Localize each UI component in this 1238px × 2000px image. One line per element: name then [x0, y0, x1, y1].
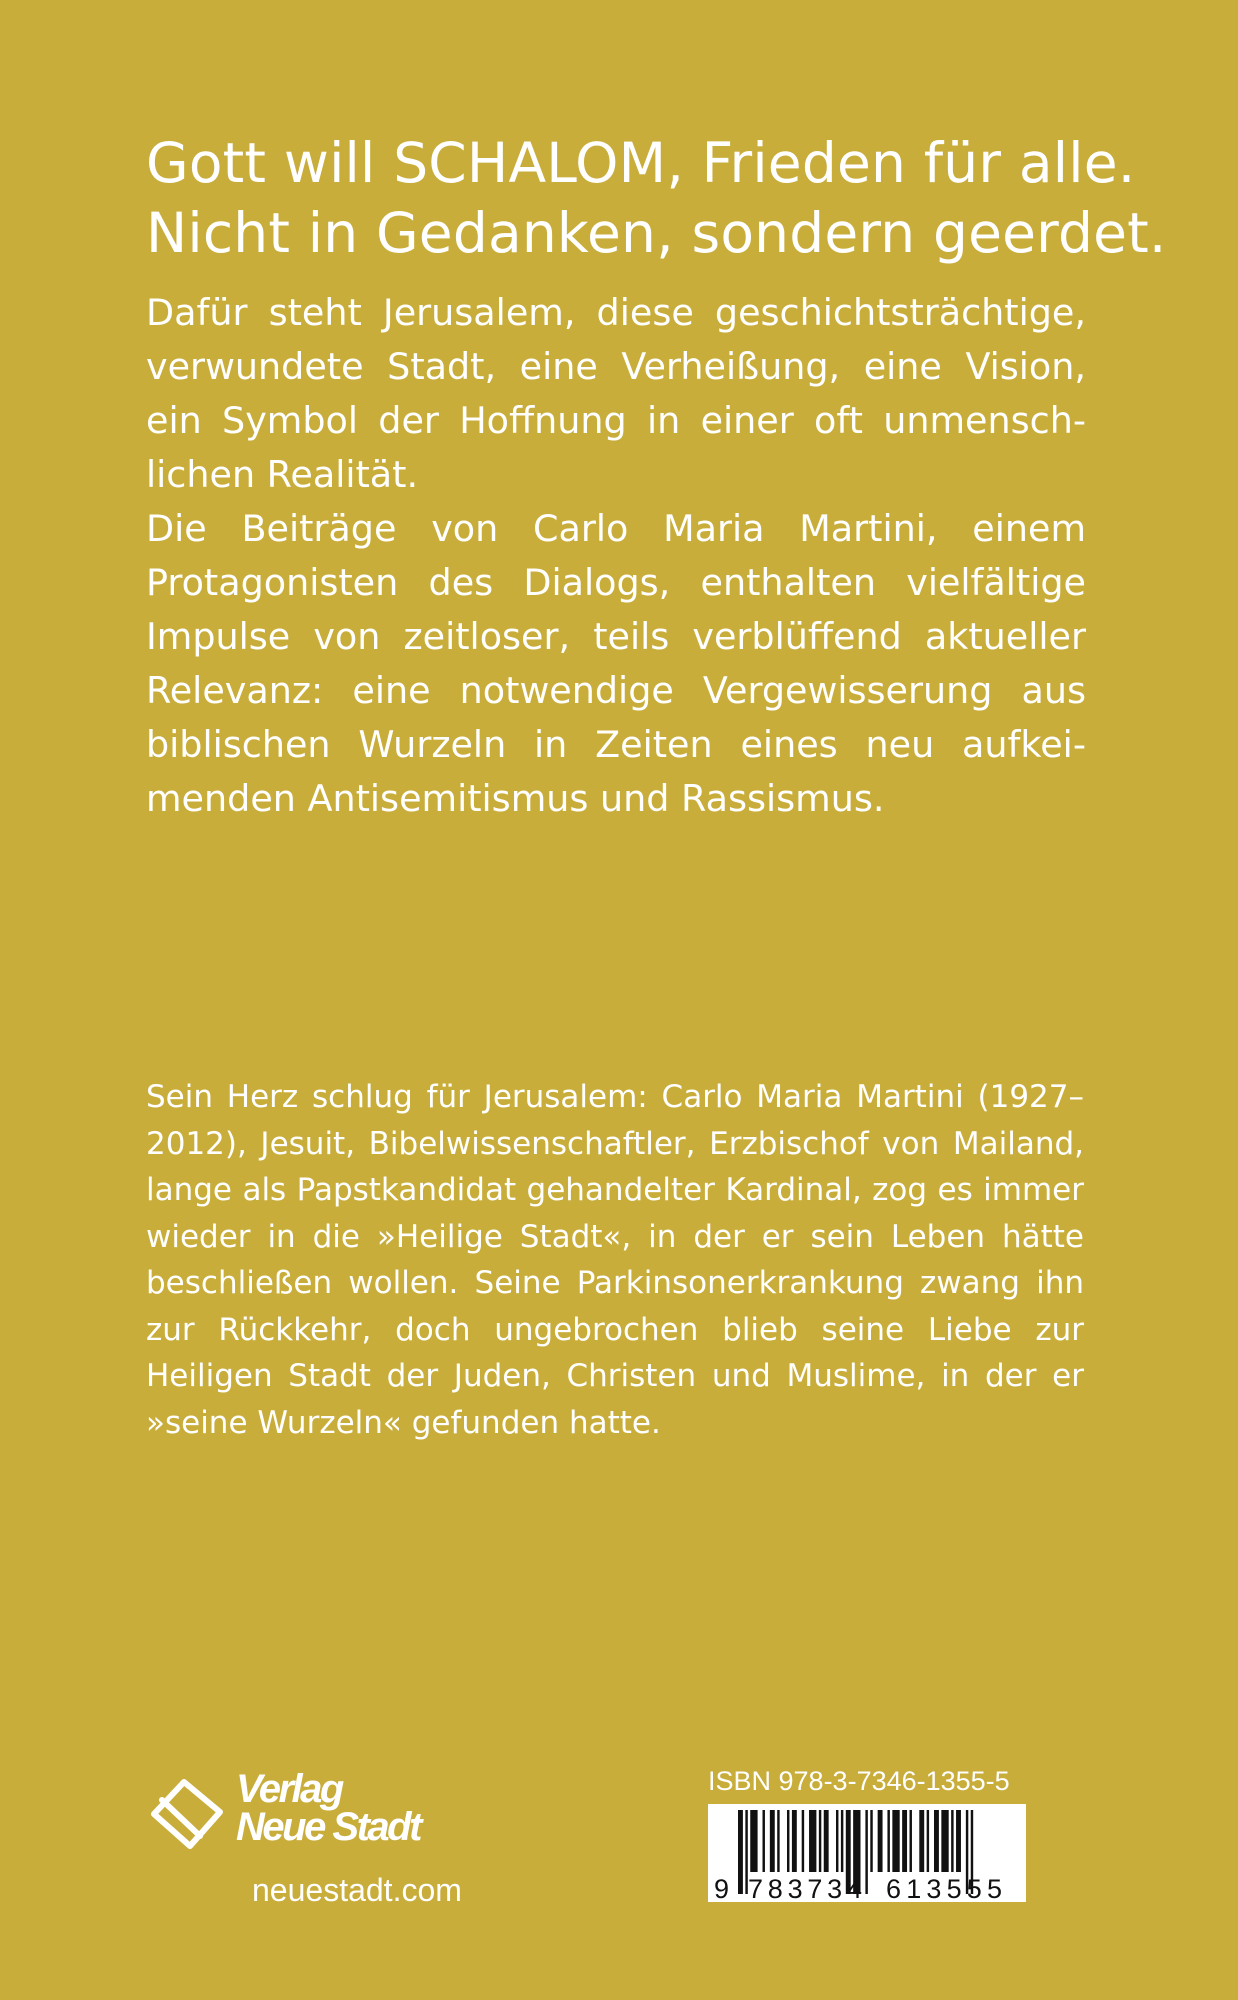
barcode-left-digits: 783734: [748, 1874, 862, 1902]
barcode-bar: [819, 1810, 821, 1872]
barcode-bar: [892, 1810, 899, 1872]
barcode: [708, 1804, 1026, 1902]
barcode-bar: [750, 1810, 757, 1872]
barcode-bar: [919, 1810, 924, 1872]
barcode-bar: [887, 1810, 889, 1872]
barcode-bar: [809, 1810, 816, 1872]
barcode-bar: [787, 1810, 789, 1872]
publisher-logo-icon: [148, 1774, 226, 1852]
blurb-paragraph-1: Dafür steht Jerusalem, diese geschichtsträchtige, verwundete Stadt, eine Verheißung, eine Vision, ein Symbol der Hoffnung in einer oft unmenschlichen Realität.: [146, 291, 1086, 496]
barcode-bar: [951, 1810, 953, 1872]
publisher-name: [236, 1767, 420, 1849]
publisher-block: [148, 1767, 508, 1924]
barcode-bar: [902, 1810, 907, 1872]
author-bio: Sein Herz schlug für Jerusalem: Carlo Maria Martini (1927–2012), Jesuit, Bibelwissenschaftler, Erzbischof von Mailand, lange als Papstkandidat gehandelter Kardinal, zog es immer wieder in die »Heilige Stadt«, in der er sein Leben hätte beschließen wollen. Seine Parkinsonerkrankung zwang ihn zur Rückkehr, doch ungebrochen blieb seine Liebe zur Heiligen Stadt der Juden, Christen und Muslime, in der er »seine Wurzeln« gefunden hatte.: [146, 1079, 1084, 1441]
barcode-bar: [824, 1810, 829, 1872]
publisher-url: neuestadt.com: [252, 1872, 462, 1908]
headline: [146, 128, 1167, 268]
isbn-label: ISBN 978-3-7346-1355-5: [708, 1766, 1010, 1796]
isbn-block: [708, 1766, 1026, 1900]
barcode-bar: [763, 1810, 765, 1872]
headline-line-2: Nicht in Gedanken, sondern geerdet.: [146, 201, 1167, 265]
barcode-bar: [792, 1810, 797, 1872]
blurb-paragraph-2: Die Beiträge von Carlo Maria Martini, einem Protagonisten des Dialogs, enthalten vielfältige Impulse von zeitloser, teils verblüffend aktueller Relevanz: eine notwendige Vergewisserung aus biblischen Wurzeln in Zeiten eines neu aufkeimenden Antisemitismus und Rassismus.: [146, 507, 1086, 820]
barcode-bar: [941, 1810, 948, 1872]
barcode-bar: [836, 1810, 838, 1872]
barcode-bar: [738, 1810, 743, 1894]
barcode-bar: [910, 1810, 912, 1872]
barcode-bar: [927, 1810, 929, 1872]
barcode-bar: [956, 1810, 961, 1872]
barcode-bar: [870, 1810, 872, 1872]
blurb: [146, 286, 1086, 826]
barcode-lead-digit: 9: [714, 1874, 730, 1902]
barcode-bar: [865, 1810, 867, 1894]
publisher-name-line-2: Neue Stadt: [236, 1805, 420, 1849]
barcode-bar: [802, 1810, 804, 1872]
barcode-bar: [770, 1810, 775, 1872]
headline-line-1: Gott will SCHALOM, Frieden für alle.: [146, 131, 1136, 195]
barcode-bar: [777, 1810, 779, 1872]
publisher-name-line-1: Verlag: [236, 1767, 342, 1811]
barcode-bar: [878, 1810, 883, 1872]
barcode-right-digits: 613555: [886, 1874, 1002, 1902]
barcode-bar: [934, 1810, 939, 1872]
barcode-bar: [841, 1810, 843, 1872]
barcode-bars: [708, 1804, 1026, 1902]
